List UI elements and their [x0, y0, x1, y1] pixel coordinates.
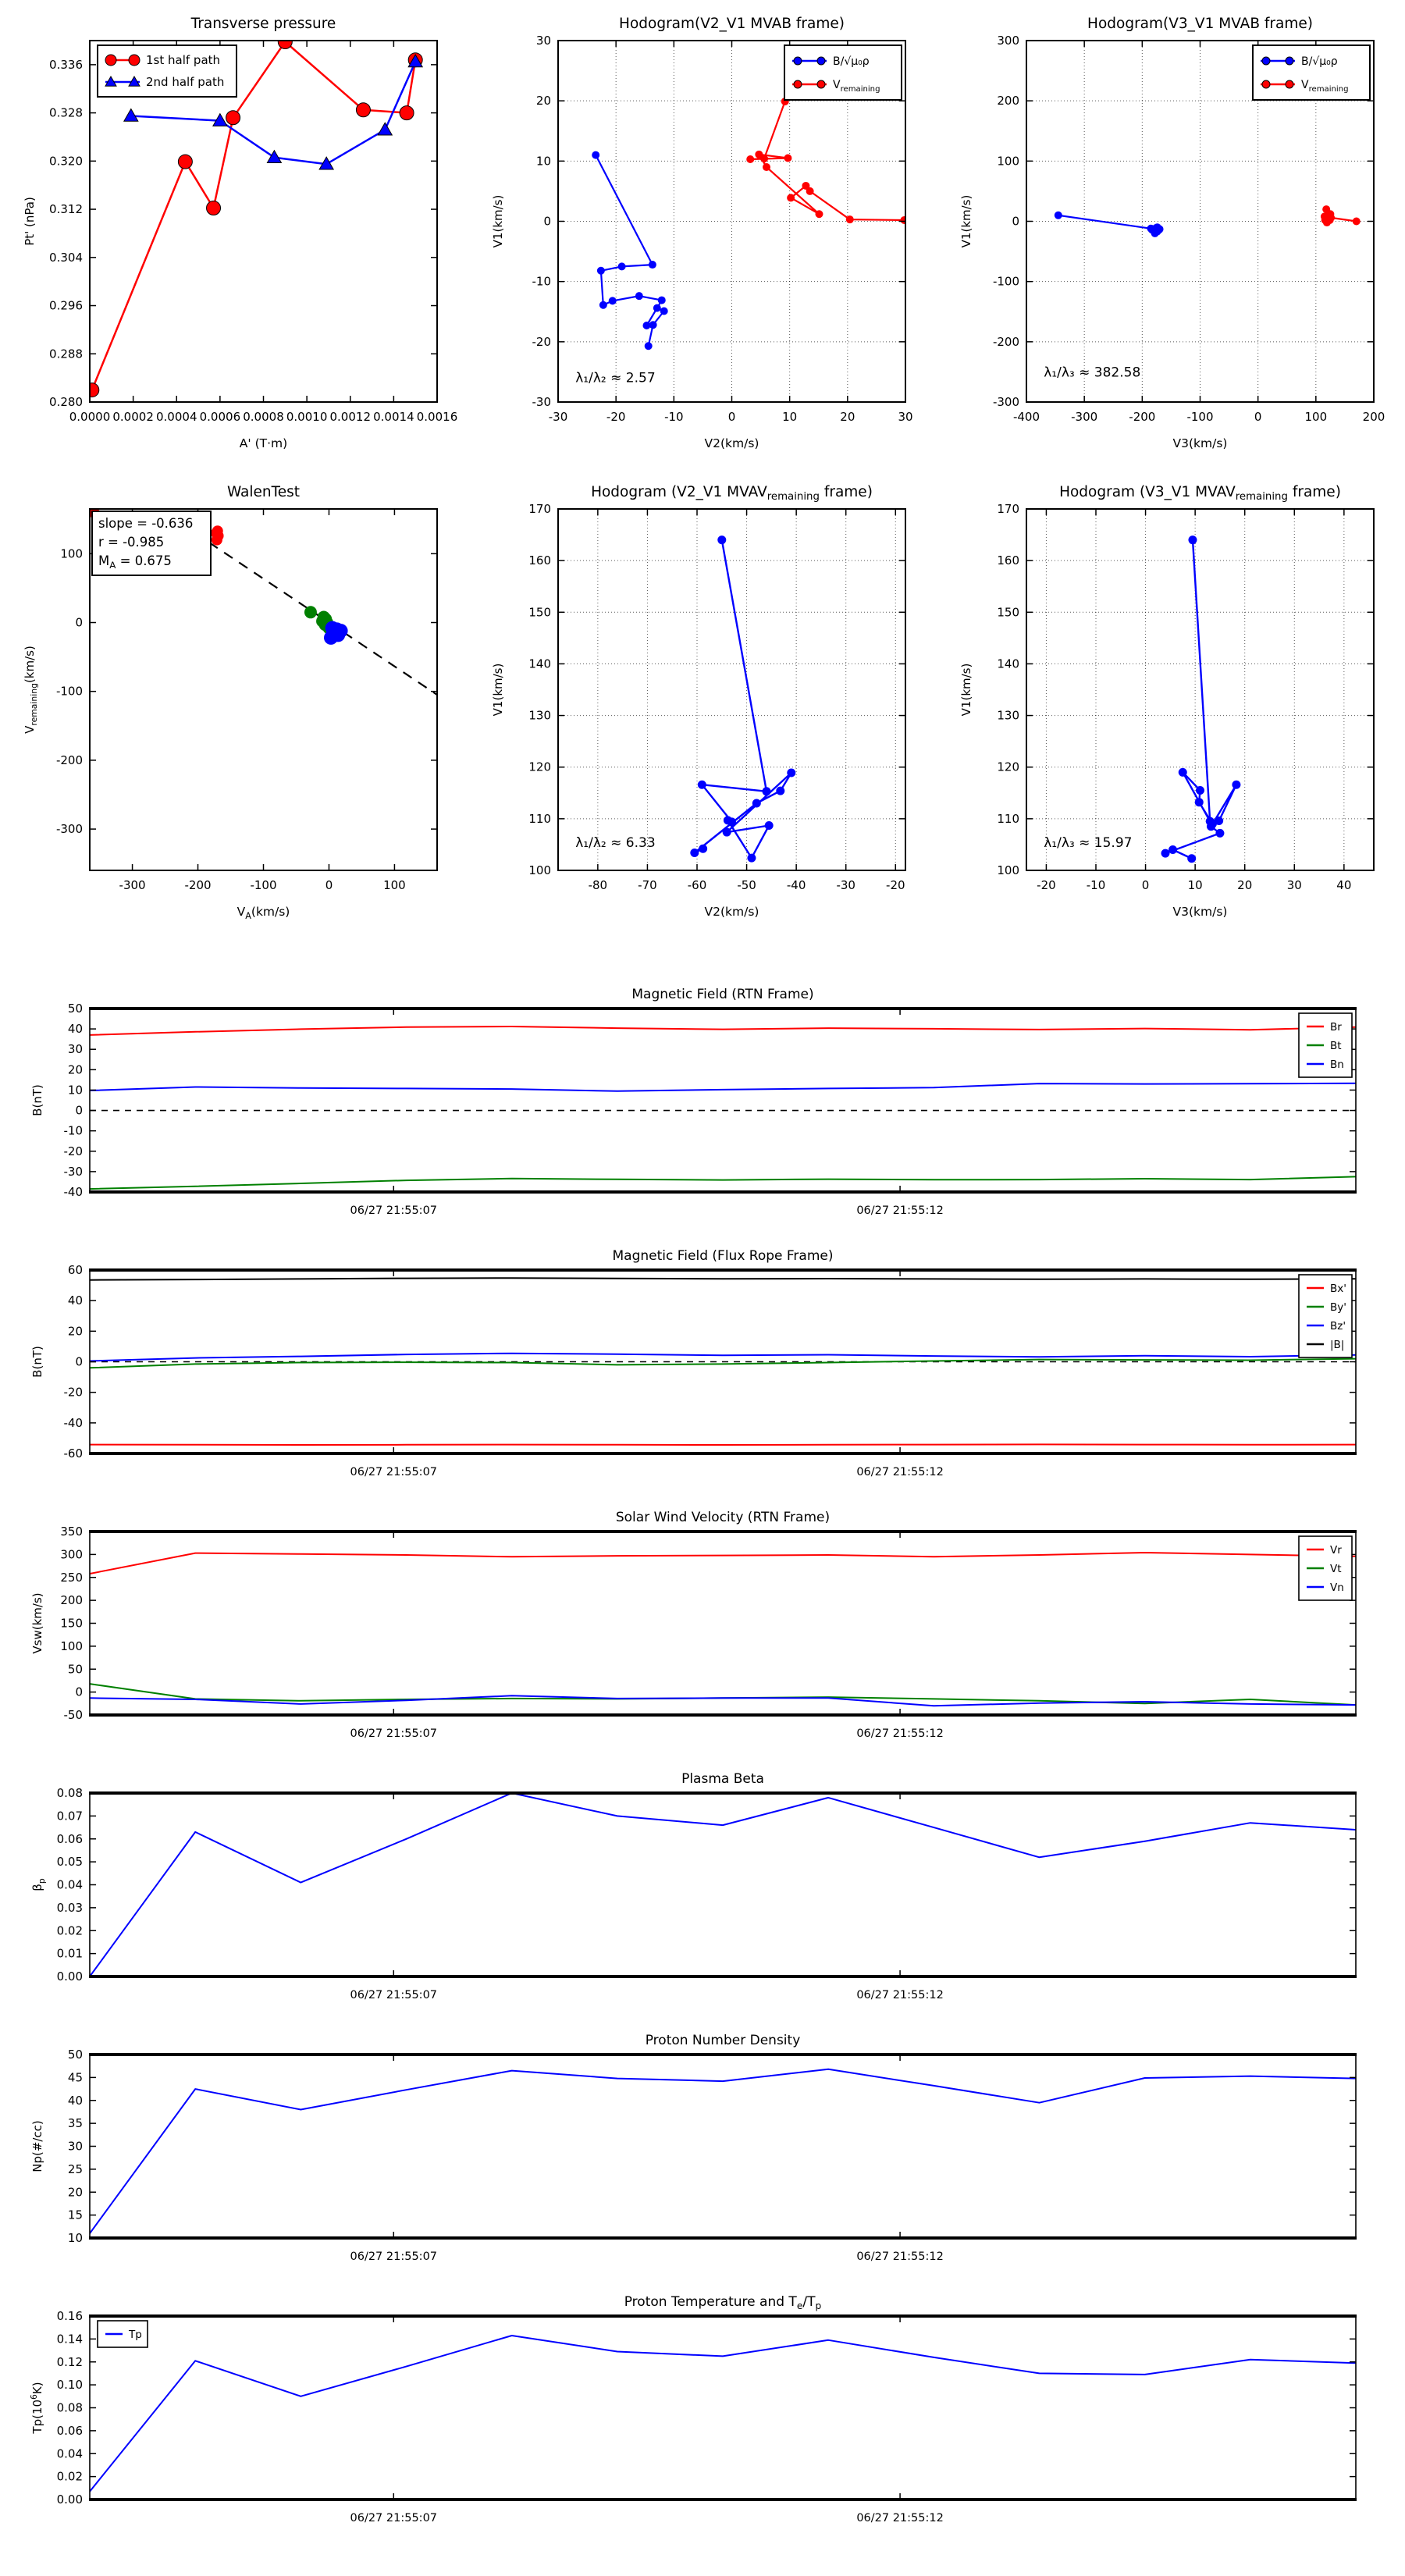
svg-text:0: 0	[543, 214, 551, 229]
svg-text:|B|: |B|	[1330, 1339, 1345, 1351]
svg-text:120: 120	[997, 760, 1019, 774]
hodogram-v3v1-mvav-chart	[937, 468, 1405, 937]
svg-text:Br: Br	[1330, 1021, 1342, 1034]
svg-text:0.0006: 0.0006	[199, 410, 241, 424]
svg-text:50: 50	[67, 1002, 83, 1016]
svg-text:06/27 21:55:07: 06/27 21:55:07	[350, 2512, 438, 2524]
svg-text:0.280: 0.280	[49, 395, 83, 409]
svg-text:0.0012: 0.0012	[329, 410, 371, 424]
svg-text:Bn: Bn	[1330, 1059, 1344, 1071]
svg-text:Transverse pressure: Transverse pressure	[190, 16, 336, 32]
svg-text:0.16: 0.16	[56, 2309, 83, 2323]
svg-text:0.0010: 0.0010	[286, 410, 328, 424]
svg-text:-50: -50	[737, 878, 756, 892]
svg-text:170: 170	[997, 502, 1019, 516]
svg-text:-10: -10	[63, 1123, 83, 1138]
hodogram-v2v1-mvav-chart	[468, 468, 937, 937]
svg-text:30: 30	[1286, 878, 1302, 892]
svg-text:0: 0	[325, 878, 333, 892]
svg-text:130: 130	[997, 708, 1019, 723]
svg-text:-200: -200	[1129, 410, 1156, 424]
svg-text:150: 150	[60, 1616, 83, 1631]
svg-text:Vremaining(km/s): $V_{remaining}(km/s)$	[23, 646, 39, 734]
svg-text:100: 100	[997, 154, 1019, 169]
svg-text:0: 0	[75, 1354, 83, 1369]
svg-text:20: 20	[840, 410, 855, 424]
svg-text:140: 140	[528, 656, 551, 671]
svg-text:0.00: 0.00	[56, 1969, 83, 1984]
svg-text:Vr: Vr	[1330, 1544, 1342, 1557]
svg-text:06/27 21:55:12: 06/27 21:55:12	[856, 1204, 944, 1217]
svg-text:Pt' (nPa): Pt' (nPa)	[23, 197, 37, 246]
svg-text:110: 110	[528, 811, 551, 826]
svg-text:100: 100	[997, 863, 1019, 877]
svg-text:0.336: 0.336	[49, 57, 83, 72]
solar-wind-velocity-chart	[0, 1493, 1405, 1754]
svg-text:20: 20	[1237, 878, 1253, 892]
svg-text:Vremaining: $V_{remaining}$	[1301, 79, 1349, 94]
svg-text:35: 35	[67, 2116, 83, 2131]
svg-text:350: 350	[60, 1525, 83, 1539]
svg-text:06/27 21:55:12: 06/27 21:55:12	[856, 2250, 944, 2263]
svg-text:-50: -50	[63, 1708, 83, 1722]
svg-text:-40: -40	[786, 878, 806, 892]
svg-text:-40: -40	[63, 1415, 83, 1430]
svg-text:-20: -20	[606, 410, 626, 424]
svg-text:06/27 21:55:07: 06/27 21:55:07	[350, 1204, 438, 1217]
svg-text:250: 250	[60, 1570, 83, 1585]
svg-text:0.0004: 0.0004	[156, 410, 197, 424]
svg-text:0.0002: 0.0002	[112, 410, 154, 424]
svg-text:-300: -300	[992, 395, 1019, 409]
svg-text:V1(km/s): V1(km/s)	[959, 194, 973, 248]
transverse-pressure-chart	[0, 0, 468, 468]
svg-text:06/27 21:55:12: 06/27 21:55:12	[856, 2512, 944, 2524]
svg-text:-30: -30	[63, 1164, 83, 1179]
svg-text:-20: -20	[63, 1144, 83, 1158]
svg-text:Plasma Beta: Plasma Beta	[681, 1771, 764, 1787]
svg-text:-10: -10	[664, 410, 684, 424]
svg-text:0.10: 0.10	[56, 2378, 83, 2393]
svg-text:0.00: 0.00	[56, 2492, 83, 2507]
svg-text:10: 10	[782, 410, 798, 424]
svg-text:0: 0	[727, 410, 736, 424]
svg-text:0: 0	[75, 615, 83, 630]
magnetic-field-rtn-chart	[0, 970, 1405, 1231]
svg-text:10: 10	[67, 2231, 83, 2245]
svg-text:30: 30	[898, 410, 913, 424]
svg-text:r = -0.985: r = -0.985	[98, 535, 165, 550]
svg-text:Hodogram (V2_V1 MVAVremaining: Hodogram (V2_V1 $MVAV_{remaining}$ frame)	[591, 484, 873, 503]
svg-text:120: 120	[528, 760, 551, 774]
svg-text:B/√μ₀ρ: B/√μ₀ρ	[1301, 55, 1338, 68]
proton-number-density-chart	[0, 2016, 1405, 2277]
svg-text:20: 20	[67, 1062, 83, 1077]
svg-text:-300: -300	[1071, 410, 1098, 424]
svg-text:V2(km/s): V2(km/s)	[704, 436, 759, 450]
svg-text:300: 300	[997, 34, 1019, 48]
proton-temperature-chart	[0, 2277, 1405, 2539]
svg-text:Vsw(km/s): Vsw(km/s)	[30, 1592, 44, 1654]
svg-text:20: 20	[67, 1324, 83, 1339]
svg-text:150: 150	[528, 605, 551, 620]
svg-text:140: 140	[997, 656, 1019, 671]
svg-text:Hodogram(V2_V1 MVAB frame): Hodogram(V2_V1 MVAB frame)	[619, 16, 845, 32]
svg-text:-70: -70	[638, 878, 657, 892]
svg-text:Proton Temperature and Te/Tp: Proton Temperature and $T_e/T_p$	[624, 2294, 822, 2311]
svg-text:Hodogram(V3_V1 MVAB frame): Hodogram(V3_V1 MVAB frame)	[1087, 16, 1313, 32]
svg-text:Np(#/cc): Np(#/cc)	[30, 2120, 44, 2172]
svg-text:Bx': Bx'	[1330, 1283, 1346, 1295]
svg-text:B(nT): B(nT)	[30, 1346, 44, 1378]
svg-text:-30: -30	[532, 395, 551, 409]
svg-text:0.296: 0.296	[49, 298, 83, 313]
svg-text:160: 160	[528, 553, 551, 568]
svg-text:0.0014: 0.0014	[373, 410, 414, 424]
svg-text:0.04: 0.04	[56, 2446, 83, 2461]
svg-text:Tp: Tp	[129, 2329, 142, 2341]
svg-text:0.08: 0.08	[56, 2400, 83, 2415]
svg-text:0.12: 0.12	[56, 2354, 83, 2369]
svg-text:0.288: 0.288	[49, 347, 83, 361]
svg-text:160: 160	[997, 553, 1019, 568]
svg-text:06/27 21:55:07: 06/27 21:55:07	[350, 2250, 438, 2263]
svg-text:-10: -10	[532, 274, 551, 289]
svg-text:-200: -200	[992, 334, 1019, 349]
svg-text:06/27 21:55:07: 06/27 21:55:07	[350, 1989, 438, 2001]
svg-text:Vremaining: $V_{remaining}$	[833, 79, 880, 94]
svg-text:V3(km/s): V3(km/s)	[1172, 905, 1228, 919]
svg-text:50: 50	[67, 1662, 83, 1677]
svg-text:110: 110	[997, 811, 1019, 826]
svg-text:Solar Wind Velocity (RTN Frame: Solar Wind Velocity (RTN Frame)	[615, 1510, 831, 1525]
svg-text:0: 0	[75, 1685, 83, 1699]
svg-text:Vt: Vt	[1330, 1563, 1342, 1575]
svg-text:Bz': Bz'	[1330, 1320, 1346, 1332]
svg-text:100: 100	[60, 1638, 83, 1653]
svg-text:10: 10	[535, 154, 551, 169]
svg-text:0.304: 0.304	[49, 250, 83, 265]
svg-text:-300: -300	[119, 878, 146, 892]
svg-text:Proton Number Density: Proton Number Density	[645, 2033, 801, 2048]
svg-text:0.08: 0.08	[56, 1786, 83, 1800]
svg-text:λ₁/λ₂ ≈ 6.33: λ₁/λ₂ ≈ 6.33	[575, 834, 656, 851]
svg-text:-20: -20	[63, 1385, 83, 1400]
svg-text:06/27 21:55:07: 06/27 21:55:07	[350, 1727, 438, 1740]
svg-text:B(nT): B(nT)	[30, 1084, 44, 1116]
svg-text:0.0000: 0.0000	[69, 410, 111, 424]
svg-text:-60: -60	[63, 1446, 83, 1461]
timeseries-stack	[0, 970, 1405, 2539]
svg-text:-20: -20	[886, 878, 905, 892]
svg-text:Tp(106K): $Tp(10^6K)$	[29, 2382, 44, 2434]
svg-text:0: 0	[75, 1103, 83, 1118]
svg-text:0.02: 0.02	[56, 1923, 83, 1938]
svg-text:25: 25	[67, 2161, 83, 2176]
svg-text:100: 100	[1304, 410, 1328, 424]
magnetic-field-flux-rope-chart	[0, 1231, 1405, 1493]
svg-text:06/27 21:55:12: 06/27 21:55:12	[856, 1466, 944, 1478]
svg-text:-100: -100	[55, 684, 83, 699]
svg-text:A' (T·m): A' (T·m)	[239, 436, 288, 450]
svg-text:1st half path: 1st half path	[146, 53, 221, 67]
svg-text:By': By'	[1330, 1301, 1346, 1314]
svg-text:0.01: 0.01	[56, 1946, 83, 1961]
svg-text:-100: -100	[992, 274, 1019, 289]
svg-text:MA = 0.675: $M_A = 0.675$	[98, 553, 172, 571]
svg-text:200: 200	[60, 1593, 83, 1608]
svg-text:50: 50	[67, 2048, 83, 2062]
svg-text:λ₁/λ₂ ≈ 2.57: λ₁/λ₂ ≈ 2.57	[575, 370, 656, 386]
plasma-beta-chart	[0, 1754, 1405, 2016]
svg-text:-10: -10	[1086, 878, 1106, 892]
svg-text:40: 40	[67, 1022, 83, 1037]
svg-text:20: 20	[535, 94, 551, 109]
svg-text:0: 0	[1141, 878, 1150, 892]
svg-text:100: 100	[60, 546, 83, 561]
svg-text:-20: -20	[1037, 878, 1056, 892]
svg-text:0.328: 0.328	[49, 105, 83, 120]
svg-text:V2(km/s): V2(km/s)	[704, 905, 759, 919]
svg-text:10: 10	[67, 1083, 83, 1098]
svg-text:0.06: 0.06	[56, 1831, 83, 1846]
svg-text:βp: $\beta_p$	[30, 1878, 47, 1891]
svg-text:-30: -30	[836, 878, 855, 892]
svg-text:Vn: Vn	[1330, 1582, 1344, 1594]
svg-text:06/27 21:55:07: 06/27 21:55:07	[350, 1466, 438, 1478]
svg-text:0: 0	[1254, 410, 1262, 424]
svg-text:150: 150	[997, 605, 1019, 620]
svg-text:V1(km/s): V1(km/s)	[959, 663, 973, 717]
svg-text:40: 40	[67, 2093, 83, 2108]
svg-text:06/27 21:55:12: 06/27 21:55:12	[856, 1989, 944, 2001]
walen-test-chart	[0, 468, 468, 937]
svg-text:60: 60	[67, 1263, 83, 1277]
svg-text:0.14: 0.14	[56, 2332, 83, 2347]
svg-text:B/√μ₀ρ: B/√μ₀ρ	[833, 55, 870, 68]
svg-text:-30: -30	[548, 410, 568, 424]
svg-text:λ₁/λ₃ ≈ 15.97: λ₁/λ₃ ≈ 15.97	[1044, 834, 1133, 851]
svg-text:0.312: 0.312	[49, 202, 83, 217]
svg-text:200: 200	[997, 94, 1019, 109]
svg-text:V3(km/s): V3(km/s)	[1172, 436, 1228, 450]
svg-text:200: 200	[1362, 410, 1385, 424]
svg-text:0.07: 0.07	[56, 1809, 83, 1823]
svg-text:0.02: 0.02	[56, 2469, 83, 2484]
svg-text:0.03: 0.03	[56, 1900, 83, 1915]
svg-text:100: 100	[383, 878, 406, 892]
svg-text:Magnetic Field (Flux Rope Fram: Magnetic Field (Flux Rope Frame)	[612, 1248, 834, 1264]
svg-text:λ₁/λ₃ ≈ 382.58: λ₁/λ₃ ≈ 382.58	[1044, 365, 1141, 381]
svg-text:-40: -40	[63, 1185, 83, 1199]
svg-text:-100: -100	[1186, 410, 1214, 424]
svg-text:0: 0	[1012, 214, 1019, 229]
svg-text:0.0016: 0.0016	[416, 410, 458, 424]
svg-text:V1(km/s): V1(km/s)	[491, 663, 505, 717]
svg-text:-60: -60	[687, 878, 707, 892]
svg-text:-200: -200	[184, 878, 212, 892]
hodogram-v2v1-mvab-chart	[468, 0, 937, 468]
top-row-1	[0, 0, 1405, 468]
svg-text:slope = -0.636: slope = -0.636	[98, 516, 194, 531]
svg-text:-20: -20	[532, 334, 551, 349]
svg-text:-80: -80	[588, 878, 608, 892]
svg-text:06/27 21:55:12: 06/27 21:55:12	[856, 1727, 944, 1740]
svg-text:0.06: 0.06	[56, 2423, 83, 2438]
svg-text:40: 40	[67, 1293, 83, 1308]
svg-text:-400: -400	[1012, 410, 1040, 424]
svg-text:300: 300	[60, 1547, 83, 1562]
svg-text:20: 20	[67, 2185, 83, 2200]
svg-text:45: 45	[67, 2070, 83, 2085]
svg-text:VA(km/s): $V_A(km/s)$	[237, 905, 290, 921]
svg-text:V1(km/s): V1(km/s)	[491, 194, 505, 248]
svg-text:0.04: 0.04	[56, 1877, 83, 1892]
svg-text:Hodogram (V3_V1 MVAVremaining: Hodogram (V3_V1 $MVAV_{remaining}$ frame)	[1059, 484, 1341, 503]
svg-text:-100: -100	[250, 878, 277, 892]
svg-text:30: 30	[67, 1042, 83, 1057]
svg-text:30: 30	[67, 2139, 83, 2154]
hodogram-v3v1-mvab-chart	[937, 0, 1405, 468]
svg-text:100: 100	[528, 863, 551, 877]
svg-text:10: 10	[1187, 878, 1203, 892]
svg-text:30: 30	[535, 34, 551, 48]
svg-text:2nd half path: 2nd half path	[146, 75, 225, 89]
svg-text:-200: -200	[55, 753, 83, 767]
svg-text:-300: -300	[55, 822, 83, 837]
svg-text:170: 170	[528, 502, 551, 516]
svg-text:0.0008: 0.0008	[243, 410, 284, 424]
svg-text:15: 15	[67, 2208, 83, 2222]
svg-text:40: 40	[1336, 878, 1352, 892]
svg-text:Magnetic Field (RTN Frame): Magnetic Field (RTN Frame)	[631, 987, 814, 1002]
svg-text:130: 130	[528, 708, 551, 723]
svg-text:0.320: 0.320	[49, 154, 83, 169]
top-row-2	[0, 468, 1405, 937]
svg-text:Bt: Bt	[1330, 1040, 1342, 1052]
svg-text:WalenTest: WalenTest	[226, 484, 301, 500]
svg-text:0.05: 0.05	[56, 1855, 83, 1870]
